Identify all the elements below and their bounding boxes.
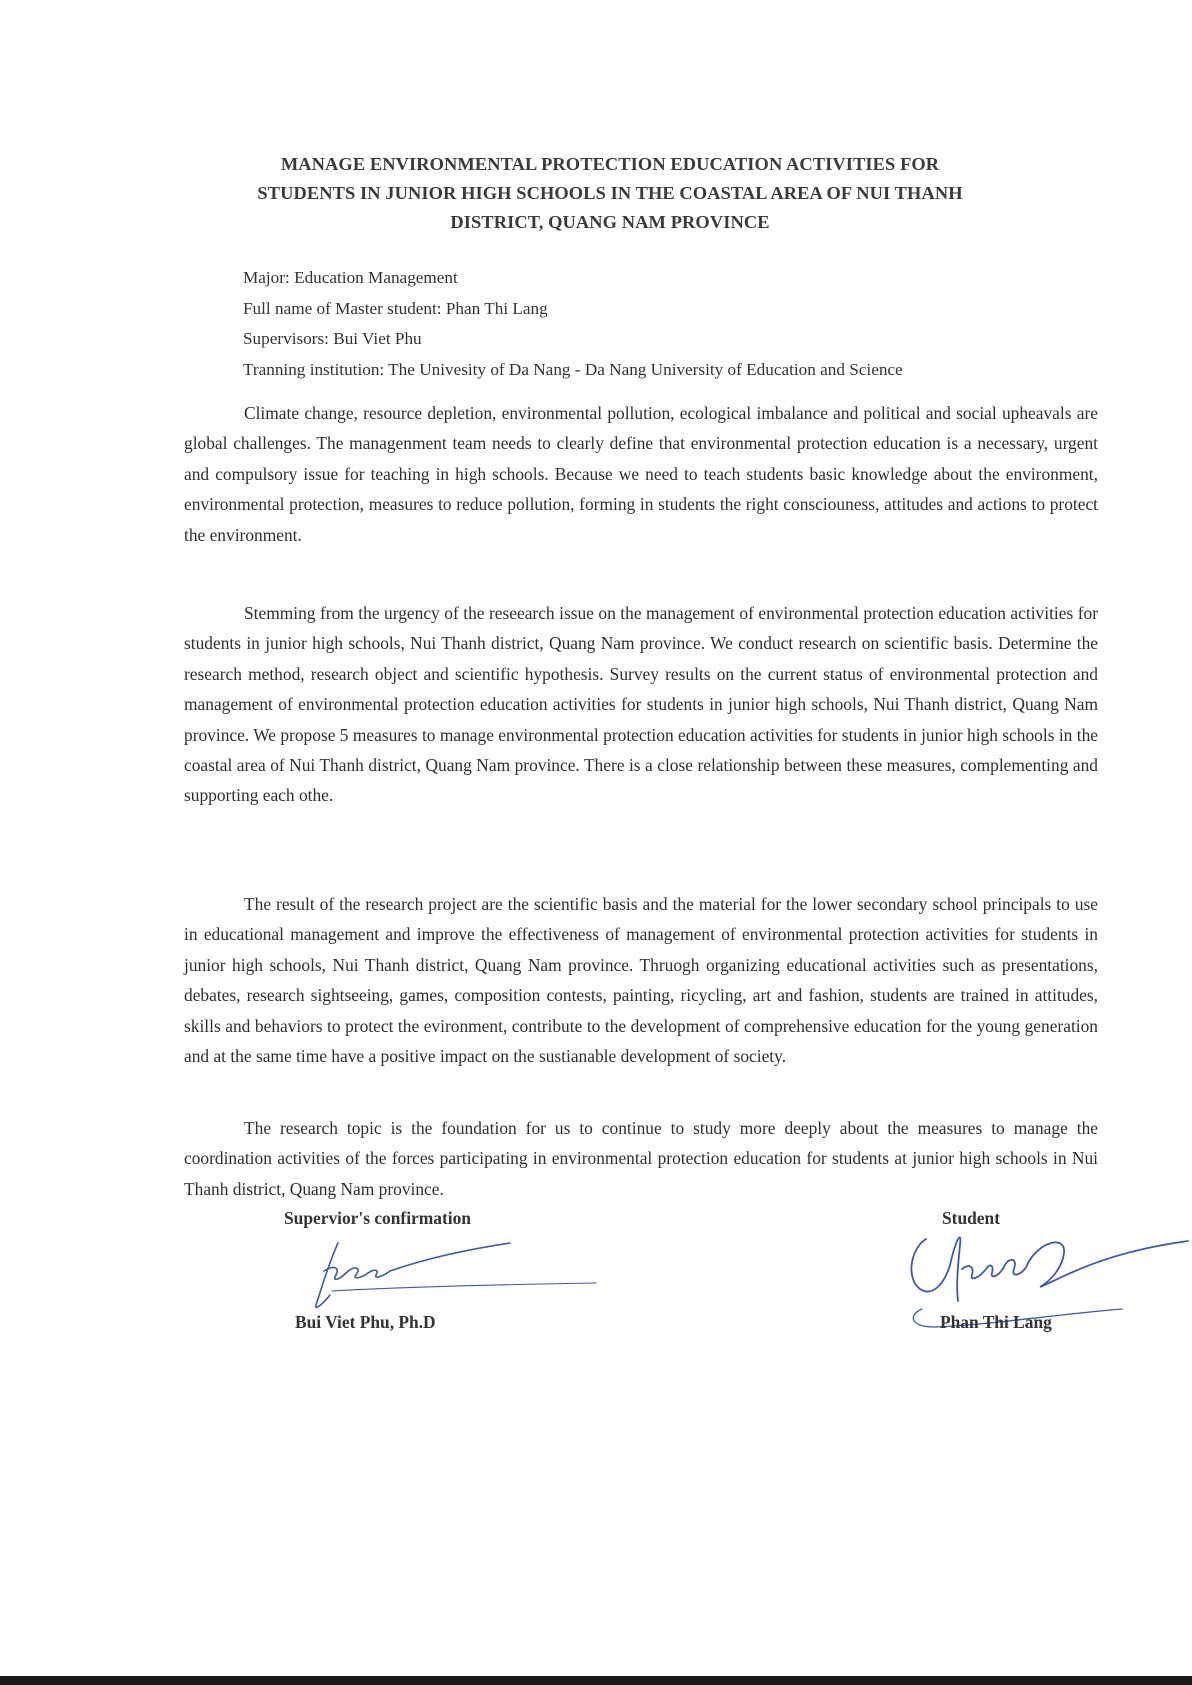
supervisors-line: Supervisors: Bui Viet Phu — [243, 329, 422, 348]
student-label: Student — [942, 1208, 1000, 1228]
paragraph-4: The research topic is the foundation for us to continue to study more deeply about the measures to manage the coordination activities of the forces participating in environmental protection education for students at junior high schools in Nui Thanh district, Quang Nam province. — [184, 1118, 1098, 1199]
thesis-metadata — [243, 263, 1103, 385]
supervisor-confirmation-label: Supervior's confirmation — [284, 1208, 471, 1228]
student-line: Full name of Master student: Phan Thi Lang — [243, 298, 548, 318]
institution-line: Tranning institution: The Univesity of Da Nang - Da Nang University of Education and Science — [243, 359, 903, 379]
major-line: Major: Education Management — [243, 268, 458, 287]
document-title — [150, 150, 1070, 237]
paragraph-2: Stemming from the urgency of the reseearch issue on the management of environmental protection education activities for students in junior high schools, Nui Thanh district, Quang Nam province. We conduct research on scientific basis. Determine the research method, research object and scientific hypothesis. Survey results on the current status of environmental protection and management of environmental protection education activities for students in junior high schools, Nui Thanh district, Quang Nam province. We propose 5 measures to manage environmental protection education activities for students in junior high schools in the coastal area of Nui Thanh district, Quang Nam province. There is a close relationship between these measures, complementing and supporting each othe. — [184, 603, 1098, 806]
title-line-1: MANAGE ENVIRONMENTAL PROTECTION EDUCATION ACTIVITIES FOR — [280, 154, 940, 174]
student-name: Phan Thi Lang — [940, 1312, 1052, 1332]
supervisor-signature — [310, 1235, 600, 1310]
supervisor-name: Bui Viet Phu, Ph.D — [295, 1312, 436, 1332]
title-line-3: DISTRICT, QUANG NAM PROVINCE — [450, 212, 770, 232]
title-line-2: STUDENTS IN JUNIOR HIGH SCHOOLS IN THE COASTAL AREA OF NUI THANH — [257, 183, 963, 203]
paragraph-3: The result of the research project are the scientific basis and the material for the lower secondary school principals to use in educational management and improve the effectiveness of management of environmental protection activities for students in junior high schools, Nui Thanh district, Quang Nam province. Thruogh organizing educational activities such as presentations, debates, research sightseeing, games, composition contests, painting, ricycling, art and fashion, students are trained in attitudes, skills and behaviors to protect the evironment, contribute to the development of comprehensive education for the young generation and at the same time have a positive impact on the sustianable development of society. — [184, 894, 1098, 1067]
signature-ink — [316, 1243, 596, 1307]
paragraph-1: Climate change, resource depletion, environmental pollution, ecological imbalance and political and social upheavals are global challenges. The managenment team needs to clearly define that environmental protection education is a necessary, urgent and compulsory issue for teaching in high schools. Because we need to teach students basic knowledge about the environment, environmental protection, measures to reduce pollution, forming in students the right consciouness, attitudes and actions to protect the environment. — [184, 403, 1098, 545]
scan-bottom-edge — [0, 1676, 1192, 1685]
